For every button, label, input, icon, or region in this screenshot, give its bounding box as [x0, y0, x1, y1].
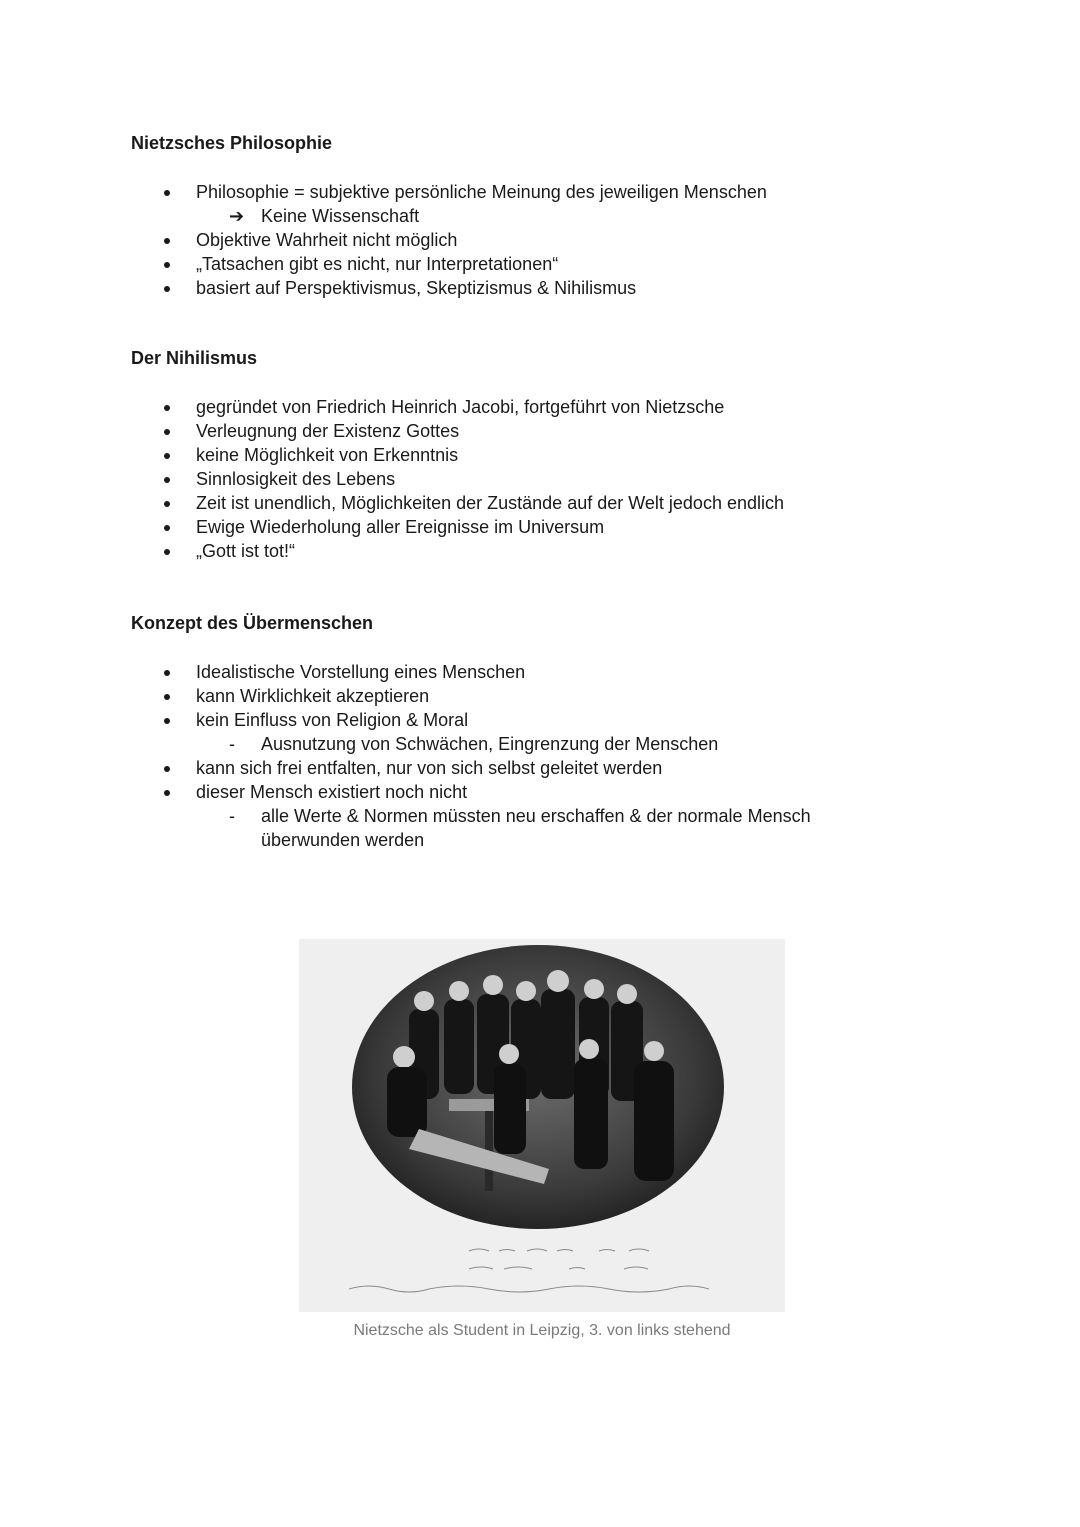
- bullet-icon: [164, 262, 170, 268]
- bullet-icon: [164, 405, 170, 411]
- bullet-icon: [164, 429, 170, 435]
- bullet-icon: [164, 718, 170, 724]
- bullet-icon: [164, 670, 170, 676]
- bullet-icon: [164, 190, 170, 196]
- bullet-icon: [164, 453, 170, 459]
- document-page: Nietzsches Philosophie Philosophie = subjektive persönliche Meinung des jeweiligen Menschen ➔ Keine Wissenschaft Objektive Wahrheit nicht möglich „Tatsachen gibt es nicht, nur Interpretationen“ basiert auf Perspektivismus, Skeptizismus & Nihilismus Der Nihilismus gegründet von Friedrich Heinrich Jacobi, fortgeführt von Nietzsche Verleugnung der Existenz Gottes keine Möglichkeit von Erkenntnis Sinnlosigkeit des Lebens Zeit ist unendlich, Möglichkeiten der Zustände auf der Welt jedoch endlich Ewige Wiederholung aller Ereignisse im Universum „Gott ist tot!“ Konzept des Übermenschen Idealistische Vorstellung eines Menschen kann Wirklichkeit akzeptieren kein Einfluss von Religion & Moral - Ausnutzung von Schwächen, Eingrenzung der Menschen kann sich frei entfalten, nur von sich selbst geleitet werden dieser Mensch existiert noch nicht - alle Werte & Normen müssten neu erschaffen & der normale Mensch überwunden werden Nietzsche als Student in Leipzig, 3. von links stehend: [0, 0, 1080, 1527]
- bullet-icon: [164, 238, 170, 244]
- bullet-icon: [164, 694, 170, 700]
- section-heading-philosophie: Nietzsches Philosophie: [131, 133, 333, 153]
- photo-image: [299, 939, 785, 1312]
- bullet-icon: [164, 766, 170, 772]
- section-heading-uebermensch: Konzept des Übermenschen: [131, 613, 374, 633]
- section-heading-nihilismus: Der Nihilismus: [131, 348, 258, 368]
- bullet-icon: [164, 790, 170, 796]
- bullet-icon: [164, 286, 170, 292]
- dash-icon: -: [229, 734, 235, 754]
- historical-group-photograph: [299, 939, 785, 1312]
- bullet-icon: [164, 549, 170, 555]
- bullet-icon: [164, 525, 170, 531]
- bullet-icon: [164, 501, 170, 507]
- bullet-icon: [164, 477, 170, 483]
- arrow-right-icon: ➔: [229, 206, 245, 226]
- photo-caption: Nietzsche als Student in Leipzig, 3. von links stehend: [353, 1322, 731, 1339]
- dash-icon: -: [229, 806, 235, 826]
